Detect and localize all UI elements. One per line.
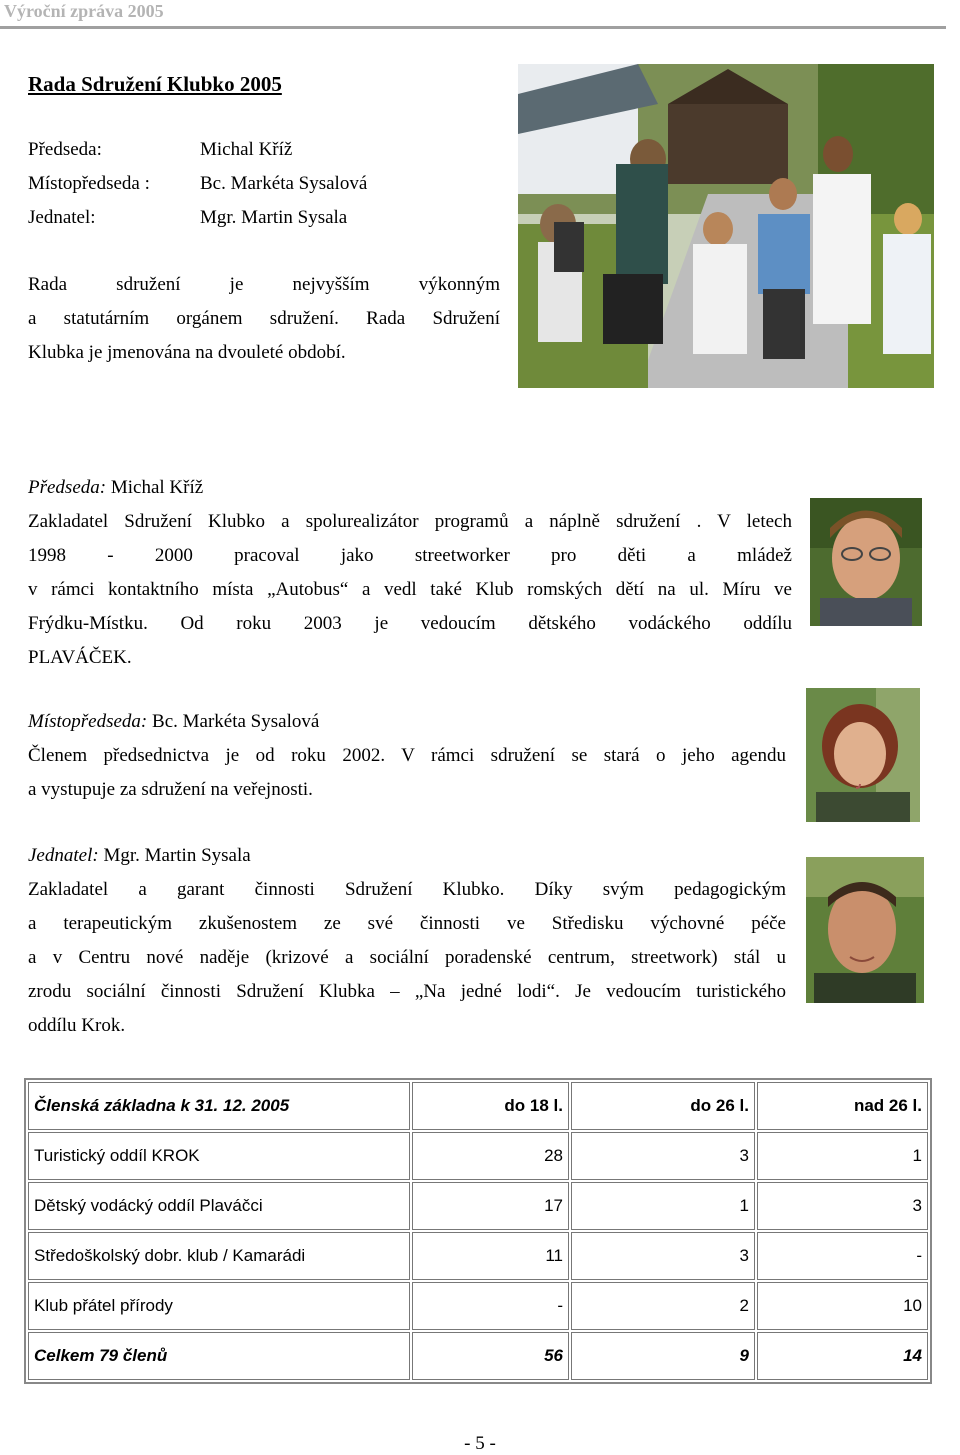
table-row xyxy=(28,1182,928,1230)
table-cell: 1 xyxy=(757,1132,928,1180)
table-row xyxy=(28,1282,928,1330)
table-cell: 3 xyxy=(757,1182,928,1230)
table-cell: Klub přátel přírody xyxy=(28,1282,410,1330)
bio-role: Předseda: xyxy=(28,477,107,498)
text-line: Klubka je jmenována na dvouleté období. xyxy=(28,342,346,363)
page-number: - 5 - xyxy=(464,1433,496,1454)
text-line: 1998 - 2000 pracoval jako streetworker pro děti a mládež xyxy=(28,545,792,566)
table-row xyxy=(28,1232,928,1280)
officer-name: Mgr. Martin Sysala xyxy=(200,207,348,228)
table-row xyxy=(28,1132,928,1180)
officer-role: Jednatel: xyxy=(28,207,96,228)
table-total-row xyxy=(28,1332,928,1380)
table-cell: - xyxy=(412,1282,569,1330)
portrait-graphic xyxy=(806,688,920,822)
section-title: Rada Sdružení Klubko 2005 xyxy=(28,72,282,96)
text-line: v rámci kontaktního místa „Autobus“ a vedl také Klub romských dětí na ul. Míru ve xyxy=(28,579,792,600)
table-cell: Turistický oddíl KROK xyxy=(28,1132,410,1180)
table-header-cell: do 18 l. xyxy=(412,1082,569,1130)
bio-heading xyxy=(28,705,786,739)
bio-role: Místopředseda: xyxy=(28,711,148,732)
text-line: zrodu sociální činnosti Sdružení Klubka – „Na jedné lodi“. Je vedoucím turistického xyxy=(28,981,786,1002)
report-header-title: Výroční zpráva 2005 xyxy=(4,1,164,21)
group-photo-graphic xyxy=(518,64,934,388)
officer-name: Michal Kříž xyxy=(200,139,293,160)
intro-paragraph xyxy=(28,268,500,370)
bio-name: Mgr. Martin Sysala xyxy=(98,845,251,866)
table-cell: 1 xyxy=(571,1182,755,1230)
text-line: a terapeutickým zkušenostem ze své činnosti ve Středisku výchovné péče xyxy=(28,913,786,934)
chair-portrait-photo xyxy=(810,498,922,626)
officer-name: Bc. Markéta Sysalová xyxy=(200,173,368,194)
table-cell: Středoškolský dobr. klub / Kamarádi xyxy=(28,1232,410,1280)
secretary-portrait-photo xyxy=(806,857,924,1003)
secretary-bio xyxy=(28,839,786,1043)
header-divider xyxy=(0,26,946,29)
table-cell: 3 xyxy=(571,1132,755,1180)
portrait-graphic xyxy=(806,857,924,1003)
officer-role: Předseda: xyxy=(28,139,102,160)
table-cell: 14 xyxy=(757,1332,928,1380)
text-line: a statutárním orgánem sdružení. Rada Sdružení xyxy=(28,308,500,329)
chair-bio xyxy=(28,471,792,675)
officer-role: Místopředseda : xyxy=(28,173,150,194)
group-hiking-photo xyxy=(518,64,934,388)
text-line: Členem předsednictva je od roku 2002. V rámci sdružení se stará o jeho agendu xyxy=(28,745,786,766)
text-line: a vystupuje za sdružení na veřejnosti. xyxy=(28,779,313,800)
bio-name: Bc. Markéta Sysalová xyxy=(147,711,320,732)
bio-heading xyxy=(28,471,792,505)
table-cell: - xyxy=(757,1232,928,1280)
table-header-cell: Členská základna k 31. 12. 2005 xyxy=(28,1082,410,1130)
bio-name: Michal Kříž xyxy=(106,477,204,498)
membership-table xyxy=(24,1078,932,1384)
table-cell: 28 xyxy=(412,1132,569,1180)
table-cell: 11 xyxy=(412,1232,569,1280)
table-cell: Dětský vodácký oddíl Plaváčci xyxy=(28,1182,410,1230)
text-line: Zakladatel Sdružení Klubko a spolurealizátor programů a náplně sdružení . V letech xyxy=(28,511,792,532)
bio-role: Jednatel: xyxy=(28,845,99,866)
text-line: Zakladatel a garant činnosti Sdružení Klubko. Díky svým pedagogickým xyxy=(28,879,786,900)
text-line: oddílu Krok. xyxy=(28,1015,126,1036)
table-cell: 3 xyxy=(571,1232,755,1280)
table-cell: 2 xyxy=(571,1282,755,1330)
text-line: PLAVÁČEK. xyxy=(28,647,132,668)
table-header-row xyxy=(28,1082,928,1130)
vice-chair-bio xyxy=(28,705,786,807)
table-header-cell: do 26 l. xyxy=(571,1082,755,1130)
vice-chair-portrait-photo xyxy=(806,688,920,822)
portrait-graphic xyxy=(810,498,922,626)
text-line: Frýdku-Místku. Od roku 2003 je vedoucím dětského vodáckého oddílu xyxy=(28,613,792,634)
table-cell: 17 xyxy=(412,1182,569,1230)
table-cell: 9 xyxy=(571,1332,755,1380)
table-cell: Celkem 79 členů xyxy=(28,1332,410,1380)
text-line: Rada sdružení je nejvyšším výkonným xyxy=(28,274,500,295)
table-header-cell: nad 26 l. xyxy=(757,1082,928,1130)
table-cell: 56 xyxy=(412,1332,569,1380)
table-cell: 10 xyxy=(757,1282,928,1330)
text-line: a v Centru nové naděje (krizové a sociální poradenské centrum, streetwork) stál u xyxy=(28,947,786,968)
bio-heading xyxy=(28,839,786,873)
